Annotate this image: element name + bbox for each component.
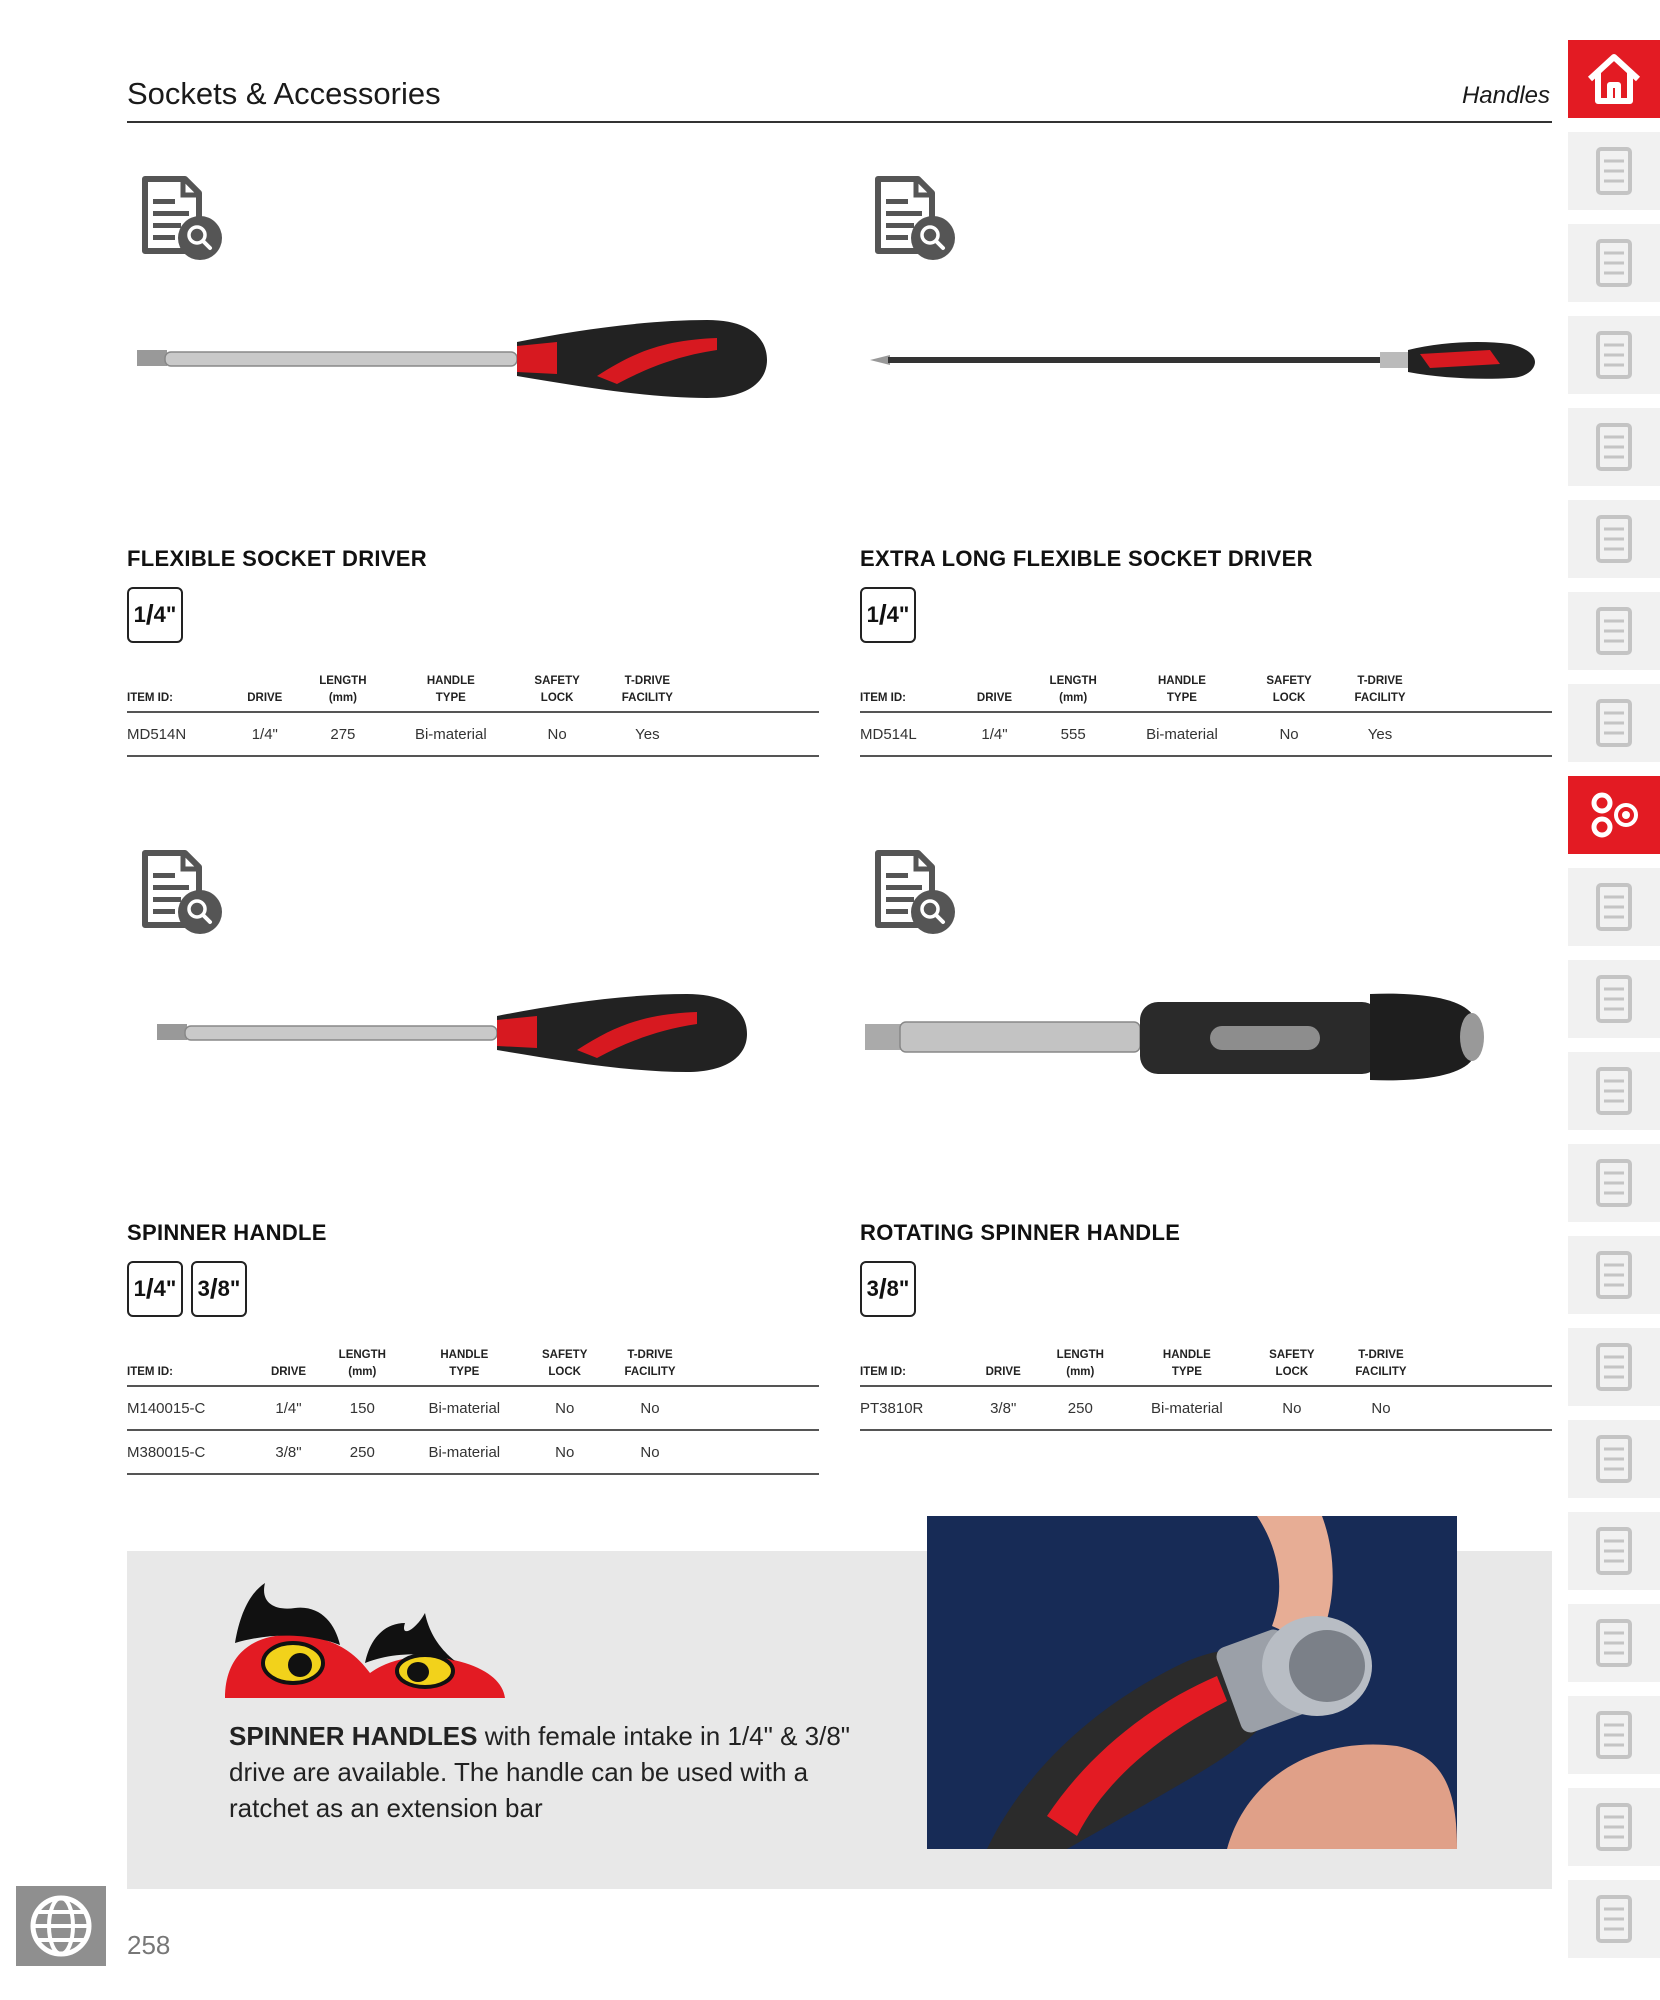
tool-drawing	[137, 320, 767, 398]
sidebar-tab-home[interactable]	[1568, 40, 1660, 118]
col-length: LENGTH (mm)	[1037, 1347, 1124, 1386]
drive-size-badge: 3 / 8"	[191, 1261, 247, 1317]
sidebar-tab-tape-measure[interactable]	[1568, 1604, 1660, 1682]
col-drive: DRIVE	[257, 1347, 321, 1386]
cell-safety: No	[524, 1430, 605, 1474]
col-t-drive: T-DRIVE FACILITY	[1334, 1347, 1428, 1386]
drive-size-badge: 1 / 4"	[127, 1261, 183, 1317]
product-name: FLEXIBLE SOCKET DRIVER	[127, 546, 427, 571]
tool-drawing	[157, 994, 747, 1072]
devil-mascot-logo	[225, 1583, 505, 1698]
product-name: EXTRA LONG FLEXIBLE SOCKET DRIVER	[860, 546, 1313, 571]
drive-size-badges	[860, 587, 916, 643]
sidebar-tab-wrench[interactable]	[1568, 960, 1660, 1038]
gears-icon	[1584, 1705, 1644, 1765]
tool-cabinet-icon	[1584, 141, 1644, 201]
product-card-3	[127, 804, 819, 1461]
cell-spacer	[1428, 712, 1552, 756]
screwdriver-icon	[1584, 877, 1644, 937]
sidebar-tab-pliers[interactable]	[1568, 1328, 1660, 1406]
drive-size-badges	[127, 587, 183, 643]
spec-table	[127, 673, 819, 757]
product-image	[860, 954, 1552, 1114]
col-item-id: ITEM ID:	[860, 1347, 970, 1386]
document-search-icon[interactable]	[137, 849, 223, 935]
sidebar-tab-knife[interactable]	[1568, 1512, 1660, 1590]
col-safety-lock: SAFETY LOCK	[524, 1347, 605, 1386]
cell-tdrive: Yes	[1332, 712, 1428, 756]
sidebar-tab-bit-set[interactable]	[1568, 1144, 1660, 1222]
table-row	[127, 1386, 819, 1430]
spec-table-header	[860, 673, 1552, 712]
sidebar-tab-tool-tray[interactable]	[1568, 408, 1660, 486]
wrench-icon	[1584, 969, 1644, 1029]
product-image	[127, 280, 819, 440]
document-search-icon[interactable]	[870, 175, 956, 261]
cell-id: PT3810R	[860, 1386, 970, 1430]
col-spacer	[1428, 673, 1552, 712]
sidebar-tab-sockets[interactable]	[1568, 776, 1660, 854]
sidebar-tab-bits[interactable]	[1568, 684, 1660, 762]
tool-cabinet-icon	[1584, 601, 1644, 661]
header-divider	[127, 121, 1552, 123]
cell-safety: No	[1250, 1386, 1334, 1430]
cell-safety: No	[524, 1386, 605, 1430]
col-length: LENGTH (mm)	[320, 1347, 404, 1386]
tool-rack-icon	[1584, 509, 1644, 569]
gear-icon	[1584, 1797, 1644, 1857]
cell-length: 150	[320, 1386, 404, 1430]
knife-icon	[1584, 1521, 1644, 1581]
product-image	[860, 280, 1552, 440]
col-safety-lock: SAFETY LOCK	[1250, 1347, 1334, 1386]
bits-icon	[1584, 693, 1644, 753]
page-title: Sockets & Accessories	[127, 76, 441, 111]
cell-spacer	[695, 1430, 819, 1474]
tool-tray-icon	[1584, 417, 1644, 477]
spec-table-header	[127, 1347, 819, 1386]
spec-table	[127, 1347, 819, 1475]
section-title: Handles	[1461, 82, 1550, 109]
tool-drawing	[865, 994, 1484, 1081]
col-t-drive: T-DRIVE FACILITY	[605, 1347, 695, 1386]
cell-length: 250	[320, 1430, 404, 1474]
sidebar-tab-screwdriver[interactable]	[1568, 868, 1660, 946]
table-row	[860, 1386, 1552, 1430]
col-spacer	[1428, 1347, 1552, 1386]
cell-handle: Bi-material	[1124, 1386, 1250, 1430]
product-card-4	[860, 804, 1552, 1454]
cell-drive: 3/8"	[970, 1386, 1037, 1430]
product-image	[127, 954, 819, 1114]
spec-table-header	[860, 1347, 1552, 1386]
col-safety-lock: SAFETY LOCK	[514, 673, 599, 712]
drive-size-badge: 1 / 4"	[127, 587, 183, 643]
col-t-drive: T-DRIVE FACILITY	[1332, 673, 1428, 712]
table-row	[127, 1430, 819, 1474]
product-card-2	[860, 130, 1552, 780]
promo-bold: SPINNER HANDLES	[229, 1721, 478, 1751]
col-drive: DRIVE	[231, 673, 299, 712]
product-card-1	[127, 130, 819, 780]
cell-safety: No	[514, 712, 599, 756]
cell-id: MD514N	[127, 712, 231, 756]
cell-spacer	[1428, 1386, 1552, 1430]
drive-size-badge: 3 / 8"	[860, 1261, 916, 1317]
cell-id: M140015-C	[127, 1386, 257, 1430]
cell-length: 250	[1037, 1386, 1124, 1430]
sidebar-tab-drill[interactable]	[1568, 1880, 1660, 1958]
col-safety-lock: SAFETY LOCK	[1246, 673, 1332, 712]
cell-id: MD514L	[860, 712, 960, 756]
cell-handle: Bi-material	[404, 1430, 524, 1474]
cell-tdrive: Yes	[600, 712, 695, 756]
sidebar-tab-screwdriver[interactable]	[1568, 1052, 1660, 1130]
col-length: LENGTH (mm)	[1029, 673, 1118, 712]
screwdriver-icon	[1584, 1061, 1644, 1121]
col-handle-type: HANDLE TYPE	[404, 1347, 524, 1386]
cell-handle: Bi-material	[1118, 712, 1246, 756]
cell-drive: 1/4"	[231, 712, 299, 756]
sidebar-tab-tool-rack[interactable]	[1568, 500, 1660, 578]
promo-text	[229, 1718, 869, 1826]
globe-button[interactable]	[16, 1886, 106, 1966]
document-search-icon[interactable]	[137, 175, 223, 261]
cell-drive: 1/4"	[960, 712, 1028, 756]
col-item-id: ITEM ID:	[127, 1347, 257, 1386]
col-item-id: ITEM ID:	[127, 673, 231, 712]
col-drive: DRIVE	[970, 1347, 1037, 1386]
sidebar-tab-multi-tool[interactable]	[1568, 1236, 1660, 1314]
col-drive: DRIVE	[960, 673, 1028, 712]
product-name: ROTATING SPINNER HANDLE	[860, 1220, 1181, 1245]
cell-drive: 3/8"	[257, 1430, 321, 1474]
globe-icon	[16, 1886, 106, 1966]
home-icon	[1584, 49, 1644, 109]
sidebar-tab-electrical-warning[interactable]	[1568, 1420, 1660, 1498]
sidebar-tab-tool-cabinet[interactable]	[1568, 316, 1660, 394]
multi-tool-icon	[1584, 1245, 1644, 1305]
bit-set-icon	[1584, 1153, 1644, 1213]
spec-table	[860, 673, 1552, 757]
product-name: SPINNER HANDLE	[127, 1220, 327, 1245]
col-spacer	[695, 673, 819, 712]
tool-cabinet-icon	[1584, 325, 1644, 385]
sidebar-tab-tool-cabinet[interactable]	[1568, 132, 1660, 210]
table-row	[127, 712, 819, 756]
cell-tdrive: No	[605, 1386, 695, 1430]
sidebar-tab-tool-cabinet[interactable]	[1568, 592, 1660, 670]
cell-id: M380015-C	[127, 1430, 257, 1474]
pliers-icon	[1584, 1337, 1644, 1397]
col-t-drive: T-DRIVE FACILITY	[600, 673, 695, 712]
promo-body: with female intake in 1/4" & 3/8" drive are available. The handle can be used with a ratchet as an extension bar	[229, 1721, 851, 1823]
drive-size-badges	[860, 1261, 916, 1317]
col-spacer	[695, 1347, 819, 1386]
cell-safety: No	[1246, 712, 1332, 756]
col-item-id: ITEM ID:	[860, 673, 960, 712]
cell-length: 275	[299, 712, 388, 756]
tool-tray-icon	[1584, 233, 1644, 293]
cell-tdrive: No	[1334, 1386, 1428, 1430]
cell-length: 555	[1029, 712, 1118, 756]
col-handle-type: HANDLE TYPE	[1124, 1347, 1250, 1386]
sidebar-tab-gears[interactable]	[1568, 1696, 1660, 1774]
cell-tdrive: No	[605, 1430, 695, 1474]
tool-drawing	[870, 342, 1535, 379]
page-number: 258	[127, 1930, 171, 1960]
document-search-icon[interactable]	[870, 849, 956, 935]
col-handle-type: HANDLE TYPE	[387, 673, 514, 712]
drive-size-badges	[127, 1261, 247, 1317]
cell-spacer	[695, 1386, 819, 1430]
promo-photo	[927, 1516, 1457, 1849]
spec-table	[860, 1347, 1552, 1431]
table-row	[860, 712, 1552, 756]
spec-table-header	[127, 673, 819, 712]
col-length: LENGTH (mm)	[299, 673, 388, 712]
electrical-warning-icon	[1584, 1429, 1644, 1489]
sidebar-tab-tool-tray[interactable]	[1568, 224, 1660, 302]
cell-drive: 1/4"	[257, 1386, 321, 1430]
drill-icon	[1584, 1889, 1644, 1949]
drive-size-badge: 1 / 4"	[860, 587, 916, 643]
cell-handle: Bi-material	[404, 1386, 524, 1430]
cell-spacer	[695, 712, 819, 756]
col-handle-type: HANDLE TYPE	[1118, 673, 1246, 712]
sockets-icon	[1584, 785, 1644, 845]
tape-measure-icon	[1584, 1613, 1644, 1673]
cell-handle: Bi-material	[387, 712, 514, 756]
sidebar-tab-gear[interactable]	[1568, 1788, 1660, 1866]
